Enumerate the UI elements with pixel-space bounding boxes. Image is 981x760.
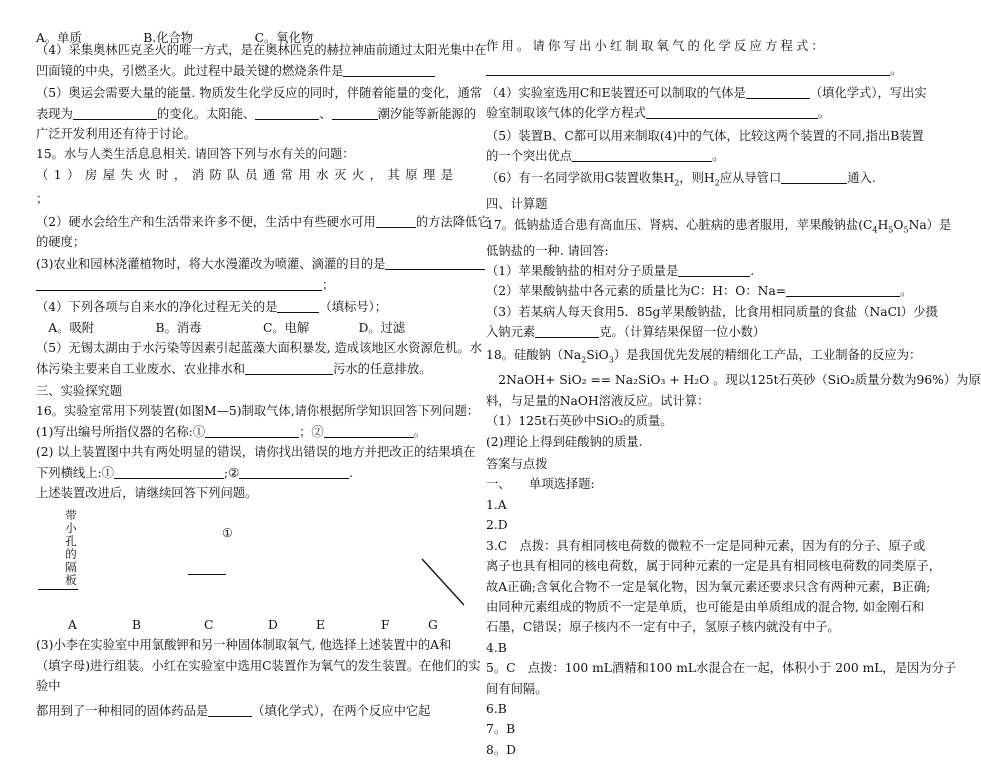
answer-blank[interactable] [486,62,890,76]
answer-blank[interactable] [324,424,414,438]
answer-2: 2.D [486,518,508,533]
answers-title: 答案与点拨 [486,457,548,472]
apparatus-c-line [188,574,226,575]
question-16-part-3: (3)小李在实验室中用氯酸钾和另一种固体制取氧气, 他选择上述装置中的A和 [36,638,452,653]
apparatus-letter-g: G [428,618,438,633]
question-17-part-3: （3）若某病人每天食用5．85g苹果酸钠盐，比食用相同质量的食盐（NaCl）少摄 [486,304,938,319]
question-16-part-2: (2) 以上装置图中共有两处明显的错误，请你找出错误的地方并把改正的结果填在 [36,445,476,460]
question-18-part-2: (2)理论上得到硅酸钠的质量. [486,434,643,449]
question-15-part-4-options: A。吸附 B。消毒 C。电解 D。过滤 [36,320,406,335]
answer-blank[interactable] [255,106,319,120]
perforated-plate-label: 带小孔的隔板 [65,508,77,588]
question-16-part-3-cont2: 验中 [36,679,61,694]
question-17-title: 17。低钠盐适合患有高血压、肾病、心脏病的患者服用，苹果酸钠盐$(C_4H_5O_5Na)$是 [486,217,952,235]
answer-blank[interactable] [332,106,378,120]
question-16-part-3-cont: （填字母)进行组装。小红在实验室中选用C装置作为氧气的发生装置。在他们的实 [36,658,481,673]
question-16-part-5-cont: 的一个突出优点 。 [486,149,725,164]
apparatus-letters [36,615,466,635]
question-5-text: （5）奥运会需要大量的能量. 物质发生化学反应的同时，伴随着能量的变化，通常 [36,86,483,101]
question-16-part-5: （5）装置B、C都可以用来制取(4)中的气体，比较这两个装置的不同,指出B装置 [486,128,924,143]
answer-blank[interactable] [239,465,349,479]
question-15-part-1-end: ； [36,192,49,207]
question-14-options: A。单质 B.化合物 C。氧化物 [36,31,314,45]
apparatus-letter-c: C [204,618,214,633]
answer-3-cont: 石墨，C错误；原子核内不一定有中子，氢原子核内就没有中子。 [486,620,840,635]
question-16-part-3-cont3: 都用到了一种相同的固体药品是 （填化学式），在两个反应中它起 [36,703,431,718]
answer-blank[interactable] [678,263,750,277]
answer-blank[interactable] [781,170,847,184]
answer-3-cont: 离子也具有相同的核电荷数，属于同种元素的一定是具有相同核电荷数的同类原子， [486,559,941,574]
question-18-text: 料，与足量的NaOH溶液反应。试计算： [486,393,710,408]
question-15-part-4: （4）下列各项与自来水的净化过程无关的是 （填标号）； [36,300,388,315]
answer-3-cont: 故A正确;含氧化合物不一定是氧化物，因为氧元素还要求只含有两种元素，B正确; [486,579,931,594]
answer-blank[interactable] [245,361,333,375]
answer-6: 6.B [486,701,507,716]
question-18-equation: 2NaOH+ SiO₂ == Na₂SiO₃ + H₂O 。现以125t石英砂（SiO₂质量分数为96%）为原 [486,373,981,388]
question-17-part-3-cont: 入钠元素 克。（计算结果保留一位小数） [486,325,766,340]
answer-blank[interactable] [208,703,252,717]
question-17-title-cont: 低钠盐的一种. 请回答: [486,243,609,258]
question-15-part-2: （2）硬水会给生产和生活带来许多不便，生活中有些硬水可用 的方法降低它 [36,214,490,229]
section-3-heading: 三、实验探究题 [36,383,123,398]
answer-5: 5。C 点拨：100 mL酒精和100 mL水混合在一起，体积小于 200 mL，是因为分子 [486,661,957,676]
apparatus-letter-e: E [316,618,325,633]
question-18-title: 18。硅酸钠$(Na_2SiO_3)$是我国优先发展的精细化工产品，工业制备的反应为： [486,347,922,365]
answer-blank[interactable] [205,424,299,438]
apparatus-letter-d: D [268,618,278,633]
question-5-text-cont: 表现为 的变化。太阳能、 、 潮汐能等新能源的 [36,106,476,121]
answer-blank[interactable] [376,214,416,228]
question-17-part-1: （1）苹果酸钠盐的相对分子质量是 . [486,263,755,278]
apparatus-letter-f: F [381,618,390,633]
question-16-part-6: （6）有一名同学欲用G装置收集$H_2$，则$H_2$应从导管口 通入. [486,171,876,188]
question-16-part-4-cont: 验室制取该气体的化学方程式 。 [486,106,831,121]
answer-blank[interactable] [114,465,224,479]
question-15-part-5: （5）无锡太湖由于水污染等因素引起蓝藻大面积暴发, 造成该地区水资源危机。水 [36,341,483,356]
answer-5-cont: 间有间隔。 [486,681,548,696]
answer-blank[interactable] [535,324,599,338]
apparatus-letter-a: A [68,618,77,633]
question-4-text: （4）采集奥林匹克圣火的唯一方式，是在奥林匹克的赫拉神庙前通过太阳光集中在 [36,43,487,58]
question-18-part-1: （1）125t石英砂中SiO₂的质量。 [486,414,673,429]
section-4-heading: 四、计算题 [486,197,548,212]
question-17-part-2: （2）苹果酸钠盐中各元素的质量比为C：H：O：Na= 。 [486,284,913,299]
answer-blank[interactable] [343,63,435,77]
question-16-part-1: (1)写出编号所指仪器的名称:① ；② 。 [36,424,427,439]
answer-3: 3.C 点拨：具有相同核电荷数的微粒不一定是同种元素，因为有的分子、原子或 [486,538,926,553]
question-15-title: 15。水与人类生活息息相关. 请回答下列与水有关的问题： [36,147,355,162]
answer-4: 4.B [486,640,507,655]
question-16-part-2-end: 上述装置改进后，请继续回答下列问题。 [36,485,258,500]
answer-blank[interactable] [73,106,157,120]
left-column [36,0,490,721]
question-15-part-5-cont: 体污染主要来自工业废水、农业排水和 污水的任意排放。 [36,361,432,376]
answer-blank[interactable] [277,299,319,313]
question-15-part-3-cont: ； [36,275,466,295]
answer-blank[interactable] [646,105,818,119]
answer-blank[interactable] [36,277,322,291]
question-15-part-3: (3)农业和园林浇灌植物时，将大水漫灌改为喷灌、滴灌的目的是 [36,254,466,274]
question-15-part-1: （1）房屋失火时，消防队员通常用水灭火，其原理是 [36,167,459,182]
question-15-part-2-cont: 的硬度； [36,235,86,250]
question-16-title: 16。实验室常用下列装置(如图M—5)制取气体,请你根据所学知识回答下列问题： [36,404,480,419]
question-16-part-2-cont: 下列横线上:① ;② . [36,465,354,480]
right-column [486,0,981,760]
apparatus-letter-b: B [132,618,142,633]
answer-blank[interactable] [572,148,712,162]
question-4-text-cont: 凹面镜的中央，引燃圣火。此过程中最关键的燃烧条件是 [36,61,466,81]
question-16-part-4: （4）实验室选用C和E装置还可以制取的气体是 （填化学式），写出实 [486,85,927,100]
answers-section-heading: 一、 单项选择题: [486,477,595,492]
answer-blank[interactable] [746,85,810,99]
question-5-text-end: 广泛开发利用还有待于讨论。 [36,127,196,142]
answer-3-cont: 由同种元素组成的物质不一定是单质，也可能是由单质组成的混合物, 如金刚石和 [486,599,925,614]
apparatus-g-line [420,557,466,607]
answer-1: 1.A [486,497,507,512]
answer-blank[interactable] [385,256,485,270]
instrument-label-1: ① [222,526,233,541]
answer-8: 8。D [486,742,516,757]
apparatus-figure [36,503,466,615]
question-16-cont-end: 。 [486,60,916,80]
apparatus-a-base [38,589,78,590]
question-16-cont: 作用。请你写出小红制取氧气的化学反应方程式： [486,39,827,53]
answer-7: 7。B [486,722,516,737]
answer-blank[interactable] [786,283,900,297]
